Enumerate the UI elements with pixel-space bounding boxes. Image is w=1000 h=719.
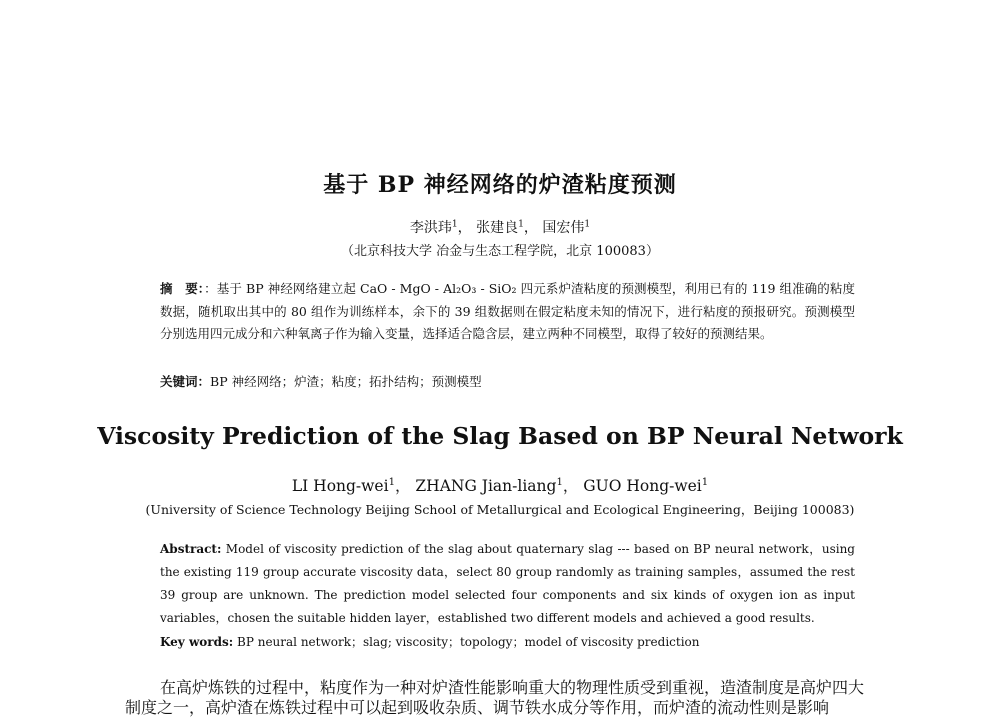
- body-paragraph-line: 制度之一，高炉渣在炼铁过程中可以起到吸收杂质、调节铁水成分等作用，而炉渣的流动性则是影响: [125, 698, 830, 717]
- chinese-authors: 李洪玮$^1$， 张建良$^1$， 国宏伟$^1$: [409, 219, 591, 236]
- author-affil-mark: 1: [518, 219, 524, 230]
- english-abstract: [160, 538, 855, 630]
- chinese-title: 基于 BP 神经网络的炉渣粘度预测: [323, 172, 677, 198]
- keywords-text: BP 神经网络；炉渣；粘度；拓扑结构；预测模型: [210, 374, 482, 389]
- author-name: 国宏伟: [542, 220, 585, 236]
- keywords-label: 关键词：: [160, 374, 211, 389]
- chinese-affiliation: （北京科技大学 冶金与生态工程学院，北京 100083）: [341, 244, 659, 259]
- abstract-label: Abstract:: [160, 542, 222, 556]
- author-name: 李洪玮: [409, 220, 452, 236]
- author-name: GUO Hong-wei: [583, 477, 702, 495]
- chinese-abstract: [160, 278, 855, 346]
- abstract-text: Model of viscosity prediction of the slag about quaternary slag --- based on BP neural network，using the existing 119 group accurate viscosity data，select 80 group randomly as training samples，assumed the rest 39 group are unknown. The prediction model selected four components and six kinds of oxygen ion as input variables，chosen the suitable hidden layer，established two different models and achieved a good results.: [160, 542, 855, 625]
- body-paragraph-line: 在高炉炼铁的过程中，粘度作为一种对炉渣性能影响重大的物理性质受到重视，造渣制度是高炉四大: [160, 678, 865, 697]
- english-authors: LI Hong-wei$^1$， ZHANG Jian-liang$^1$， GUO Hong-wei$^1$: [291, 476, 709, 495]
- author-affil-mark: 1: [701, 476, 709, 488]
- author-name: LI Hong-wei: [291, 477, 389, 495]
- english-title: Viscosity Prediction of the Slag Based on BP Neural Network: [97, 422, 903, 450]
- author-affil-mark: 1: [556, 476, 563, 488]
- abstract-text: ：基于 BP 神经网络建立起 CaO - MgO - Al₂O₃ - SiO₂ 四元系炉渣粘度的预测模型，利用已有的 119 组准确的粘度数据，随机取出其中的 80 组作为训练样本，余下的 39 组数据则在假定粘度未知的情况下，进行粘度的预报研究。预测模型分别选用四元成分和六种氧离子作为输入变量，选择适合隐含层，建立两种不同模型，取得了较好的预测结果。: [160, 281, 855, 341]
- author-affil-mark: 1: [388, 476, 395, 488]
- author-name: ZHANG Jian-liang: [415, 477, 557, 495]
- author-affil-mark: 1: [584, 219, 591, 230]
- chinese-keywords: [160, 371, 855, 394]
- english-affiliation: (University of Science Technology Beijing School of Metallurgical and Ecological Engineering，Beijing 100083): [145, 502, 855, 517]
- keywords-label: Key words:: [160, 635, 234, 649]
- english-keywords: [160, 631, 855, 654]
- abstract-label: 摘 要：: [160, 281, 205, 296]
- keywords-text: BP neural network；slag; viscosity；topology；model of viscosity prediction: [237, 635, 700, 649]
- author-affil-mark: 1: [451, 219, 458, 230]
- author-name: 张建良: [476, 220, 519, 236]
